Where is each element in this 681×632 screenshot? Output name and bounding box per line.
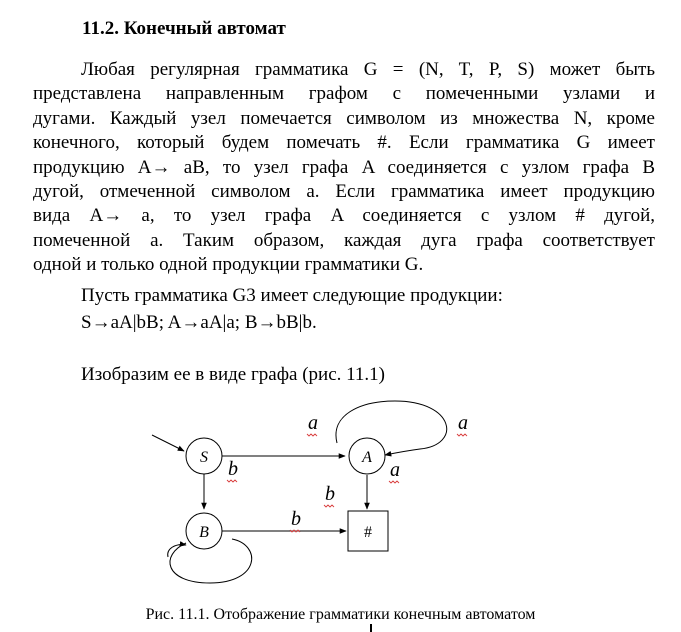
label-s-b: b	[228, 458, 238, 480]
node-final-label: #	[364, 524, 372, 541]
edge-b-loop-head	[168, 545, 186, 557]
body-paragraph	[33, 58, 655, 278]
figure-caption: Рис. 11.1. Отображение грамматики конечным автоматом	[145, 606, 536, 623]
spellcheck-squiggle	[307, 434, 317, 436]
grammar-intro: Пусть грамматика G3 имеет следующие продукции:	[81, 285, 503, 306]
spellcheck-squiggle	[290, 530, 300, 532]
label-b-final-upper: b	[325, 483, 335, 505]
label-a-final: a	[390, 459, 400, 481]
draw-intro: Изобразим ее в виде графа (рис. 11.1)	[81, 364, 386, 385]
paragraph-line: продукцию A→ aB, то узел графа A соединяется с узлом графа B	[33, 156, 655, 178]
paragraph-line: вида A→ a, то узел графа A соединяется с узлом # дугой,	[33, 205, 655, 227]
automaton-graph	[0, 395, 681, 615]
productions-line: S→aA|bB; A→aA|a; B→bB|b.	[81, 312, 317, 333]
label-b-final: b	[291, 508, 301, 530]
paragraph-line: представлена направленным графом с помеченными узлами и	[33, 83, 655, 105]
node-s-label: S	[200, 449, 208, 466]
text-cursor	[370, 624, 372, 632]
spellcheck-squiggle	[324, 505, 334, 507]
paragraph-line: Любая регулярная грамматика G = (N, T, P, S) может быть	[81, 59, 655, 80]
section-heading: 11.2. Конечный автомат	[82, 18, 286, 39]
node-b-label: B	[199, 524, 209, 541]
spellcheck-squiggle	[457, 434, 467, 436]
paragraph-line: одной и только одной продукции грамматики G.	[33, 254, 424, 276]
paragraph-line: дугами. Каждый узел помечается символом из множества N, кроме	[33, 107, 655, 129]
node-a-label: A	[362, 449, 372, 466]
paragraph-line: конечного, который будем помечать #. Если грамматика G имеет	[33, 132, 655, 154]
paragraph-line: дугой, отмеченной символом a. Если грамматика имеет продукцию	[33, 180, 655, 202]
start-arrow	[152, 435, 184, 451]
spellcheck-squiggle	[389, 481, 399, 483]
label-a-loop: a	[458, 412, 468, 434]
label-s-a: a	[308, 412, 318, 434]
spellcheck-squiggle	[227, 480, 237, 482]
paragraph-line: помеченной a. Таким образом, каждая дуга графа соответствует	[33, 229, 655, 251]
